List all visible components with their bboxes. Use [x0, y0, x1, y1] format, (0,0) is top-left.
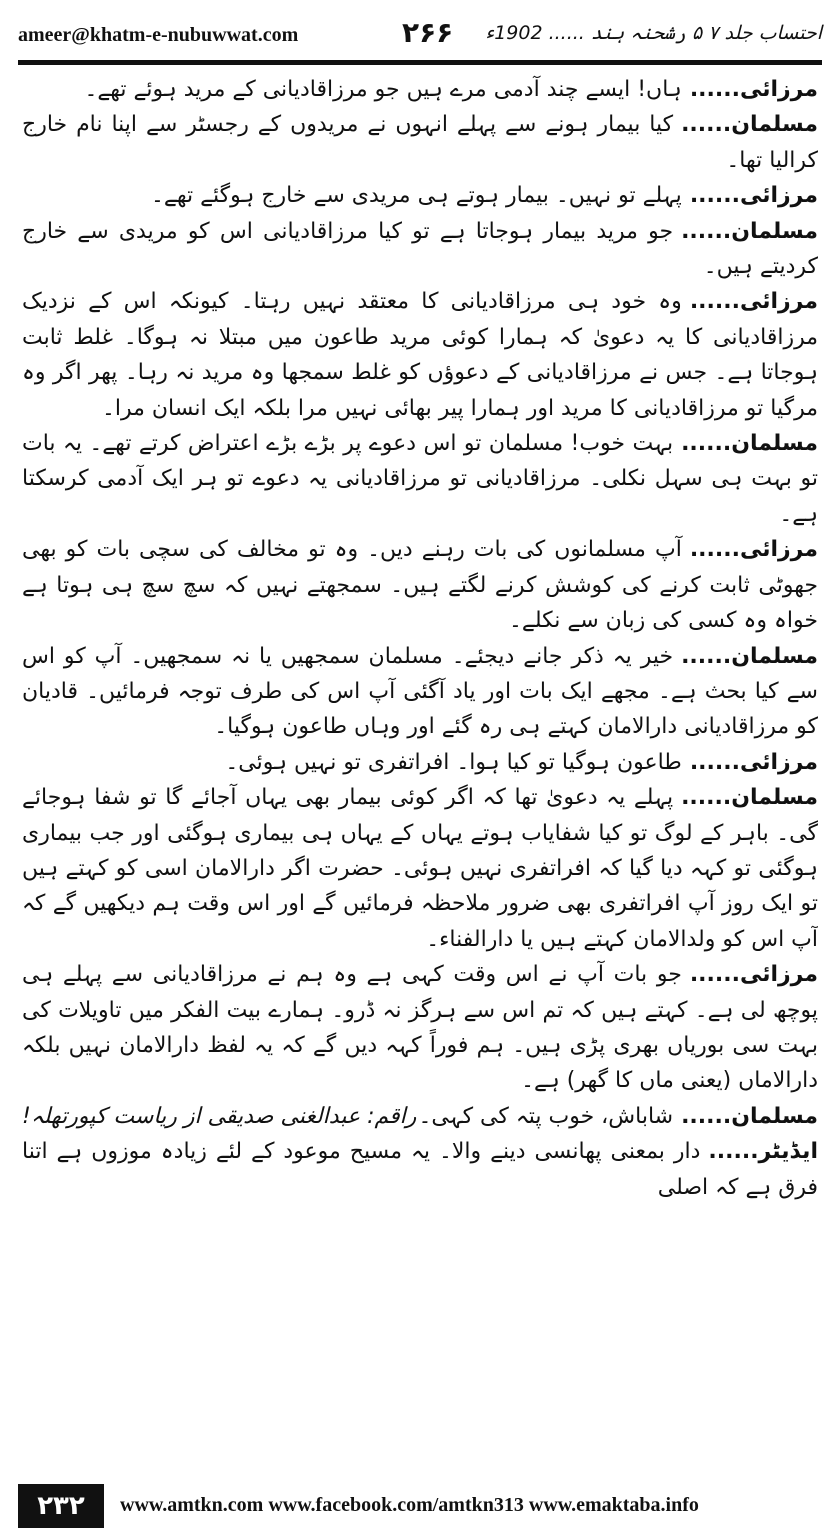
- dialogue-text: آپ مسلمانوں کی بات رہنے دیں۔ وہ تو مخالف کی سچی بات کو بھی جھوٹی ثابت کرنے کی کوشش کرنے لگتے ہیں۔ سمجھتے نہیں کہ سچ سچ ہی ہوتا ہے خواہ وہ کسی کی زبان سے نکلے۔: [22, 537, 818, 634]
- dialogue-line-13: [22, 1134, 818, 1205]
- dialogue-line-11: [22, 957, 818, 1099]
- dialogue-text: کیا بیمار ہونے سے پہلے انہوں نے مریدوں کے رجسٹر سے اپنا نام خارج کرالیا تھا۔: [22, 112, 818, 173]
- dialogue-text: شاباش، خوب پتہ کی کہی۔: [418, 1103, 674, 1129]
- header-page-number: ۲۶۶: [402, 16, 454, 49]
- speaker-label: مرزائی......: [689, 962, 818, 988]
- dialogue-line-1: [22, 72, 818, 107]
- dialogue-line-10: [22, 780, 818, 957]
- speaker-label: ایڈیٹر......: [708, 1139, 818, 1165]
- header-rule: [18, 60, 822, 65]
- dialogue-line-3: [22, 178, 818, 213]
- dialogue-line-6: [22, 426, 818, 532]
- dialogue-line-12: [22, 1099, 818, 1134]
- speaker-label: مرزائی......: [689, 183, 818, 209]
- speaker-label: مرزائی......: [689, 749, 818, 775]
- dialogue-line-9: [22, 745, 818, 780]
- footer-links: www.amtkn.com www.facebook.com/amtkn313 www.emaktaba.info: [120, 1494, 699, 1516]
- dialogue-line-8: [22, 639, 818, 745]
- dialogue-text: پہلے یہ دعویٰ تھا کہ اگر کوئی بیمار بھی یہاں آجائے گا تو شفا ہوجائے گی۔ باہر کے لوگ تو کیا شفایاب ہوتے یہاں کے یہاں ہی بیماری ہوگئی اور جب بیماری ہوگئی تو کہہ دیا گیا کہ افراتفری نہیں ہوئی۔ حضرت اگر دارالامان اسی کو کہتے ہیں تو ایک روز آپ افراتفری بھی ضرور ملاحظہ فرمائیں گے اور اس وقت ہم دیکھیں گے کہ آپ اس کو ولدالامان کہتے ہیں یا دارالفناء۔: [22, 785, 818, 952]
- speaker-label: مسلمان......: [681, 112, 818, 138]
- author-signature: راقم: عبدالغنی صدیقی از ریاست کپورتھلہ!: [22, 1103, 417, 1129]
- dialogue-line-7: [22, 532, 818, 638]
- dialogue-line-2: [22, 107, 818, 178]
- header-title: احتساب جلد ۷ ۵ رشحنہ ہند ...... 1902ء: [485, 22, 822, 44]
- dialogue-text: جو مرید بیمار ہوجاتا ہے تو کیا مرزاقادیانی اس کو مریدی سے خارج کردیتے ہیں۔: [22, 218, 818, 280]
- speaker-label: مرزائی......: [689, 289, 818, 315]
- dialogue-text: وہ خود ہی مرزاقادیانی کا معتقد نہیں رہتا۔ کیونکہ اس کے نزدیک مرزاقادیانی کا یہ دعویٰ کہ ہمارا کوئی مرید طاعون میں مبتلا نہ ہوگا۔ غلط ثابت ہوجاتا ہے۔ جس نے مرزاقادیانی کے دعوؤں کو غلط سمجھا وہ مرید نہ رہا۔ پھر اگر وہ مرگیا تو مرزاقادیانی کا مرید اور ہمارا پیر بھائی نہیں مرا بلکہ ایک انسان مرا۔: [22, 289, 818, 421]
- header-email: ameer@khatm-e-nubuwwat.com: [18, 24, 299, 46]
- speaker-label: مسلمان......: [681, 431, 818, 457]
- dialogue-text: دار بمعنی پھانسی دینے والا۔ یہ مسیح موعود کے لئے زیادہ موزوں ہے اتنا فرق ہے کہ اصلی: [22, 1139, 818, 1200]
- dialogue-line-4: [22, 214, 818, 285]
- dialogue-text: خیر یہ ذکر جانے دیجئے۔ مسلمان سمجھیں یا نہ سمجھیں۔ آپ کو اس سے کیا بحث ہے۔ مجھے ایک بات اور یاد آگئی آپ اس کی طرف توجہ فرمائیں۔ قادیان کو مرزاقادیانی دارالامان کہتے ہی رہ گئے اور وہاں طاعون ہوگیا۔: [22, 643, 818, 740]
- page-header: [18, 14, 822, 58]
- dialogue-text: طاعون ہوگیا تو کیا ہوا۔ افراتفری تو نہیں ہوئی۔: [225, 749, 682, 775]
- speaker-label: مرزائی......: [689, 537, 818, 563]
- speaker-label: مسلمان......: [681, 785, 818, 811]
- dialogue-line-5: [22, 284, 818, 426]
- dialogue-text: پہلے تو نہیں۔ بیمار ہوتے ہی مریدی سے خارج ہوگئے تھے۔: [151, 183, 682, 209]
- speaker-label: مسلمان......: [681, 218, 818, 244]
- dialogue-text: جو بات آپ نے اس وقت کہی ہے وہ ہم نے مرزاقادیانی سے پہلے ہی پوچھ لی ہے۔ کہتے ہیں کہ تم اس سے ہرگز نہ ڈرو۔ ہمارے بیت الفکر میں تاویلات کی بہت سی بوریاں بھری پڑی ہیں۔ ہم فوراً کہہ دیں گے کہ یہ لفظ دارالامان نہیں بلکہ دارالاماں (یعنی ماں کا گھر) ہے۔: [22, 962, 818, 1094]
- speaker-label: مسلمان......: [681, 1103, 818, 1129]
- dialogue-text: ہاں! ایسے چند آدمی مرے ہیں جو مرزاقادیانی کے مرید ہوئے تھے۔: [84, 77, 682, 102]
- speaker-label: مسلمان......: [681, 643, 818, 669]
- dialogue-body: [22, 72, 818, 1472]
- speaker-label: مرزائی......: [689, 77, 818, 102]
- footer-page-number: ۲۳۲: [18, 1484, 104, 1528]
- dialogue-text: بہت خوب! مسلمان تو اس دعوے پر بڑے بڑے اعتراض کرتے تھے۔ یہ بات تو بہت ہی سہل نکلی۔ مرزاقادیانی تو مرزاقادیانی یہ دعوے تو ہر ایک آدمی کرسکتا ہے۔: [22, 431, 818, 527]
- dialogue-line-12-main: [418, 1099, 818, 1134]
- page-footer: [0, 1484, 840, 1528]
